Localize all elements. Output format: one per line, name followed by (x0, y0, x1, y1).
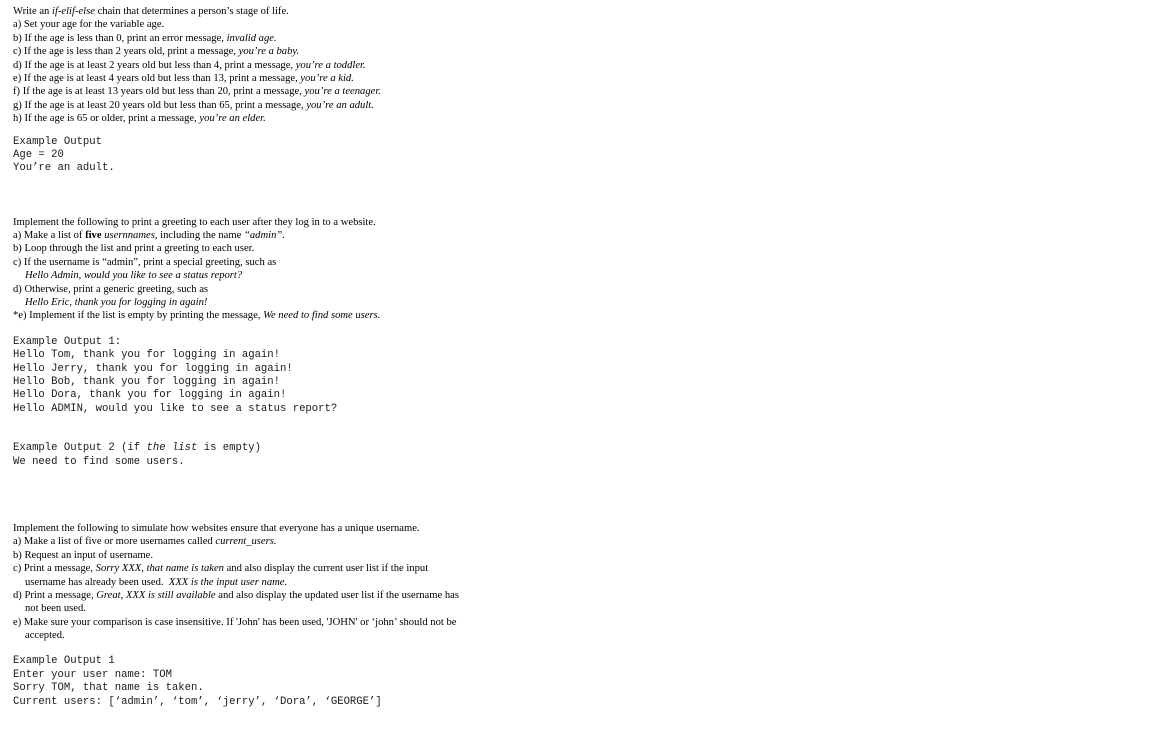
example-output-title: Example Output 1 (13, 655, 115, 668)
instruction-item-continued: username has already been used. XXX is the input user name. (25, 576, 288, 588)
example-output-line: Sorry TOM, that name is taken. (13, 682, 204, 695)
instruction-item: *e) Implement if the list is empty by printing the message, We need to find some users. (13, 310, 381, 322)
instruction-item-continued: not been used. (25, 603, 86, 615)
document-page (13, 5, 1133, 709)
example-output-line: Hello ADMIN, would you like to see a status report? (13, 402, 338, 415)
instruction-item: d) If the age is at least 2 years old but less than 4, print a message, you’re a toddler. (13, 59, 366, 71)
example-output-line: Enter your user name: TOM (13, 668, 172, 681)
instruction-item-continued: accepted. (25, 630, 65, 642)
instruction-item: a) Set your age for the variable age. (13, 19, 165, 31)
example-output-line: Current users: [‘admin’, ‘tom’, ‘jerry’, ‘Dora’, ‘GEORGE’] (13, 695, 382, 708)
instruction-intro: Implement the following to simulate how websites ensure that everyone has a unique username. (13, 522, 420, 534)
instruction-item: c) If the age is less than 2 years old, print a message, you’re a baby. (13, 46, 300, 58)
instruction-item: a) Make a list of five or more usernames called current_users. (13, 536, 277, 548)
example-output-line: Hello Jerry, thank you for logging in again! (13, 362, 293, 375)
example-output-title: Example Output 2 (if the list is empty) (13, 442, 261, 455)
section-unique-username (13, 522, 1133, 709)
instruction-intro: Implement the following to print a greeting to each user after they log in to a website. (13, 216, 376, 228)
instruction-item: e) Make sure your comparison is case insensitive. If 'John' has been used, 'JOHN' or ‘john’ should not be (13, 616, 457, 628)
example-output-line: Hello Bob, thank you for logging in again! (13, 375, 281, 388)
instruction-item: h) If the age is 65 or older, print a message, you’re an elder. (13, 113, 266, 125)
section-if-elif-else (13, 5, 1133, 176)
instruction-item: b) Loop through the list and print a greeting to each user. (13, 243, 255, 255)
instruction-item: c) Print a message, Sorry XXX, that name is taken and also display the current user list if the input (13, 563, 429, 575)
instruction-item: d) Print a message, Great, XXX is still available and also display the updated user list if the username has (13, 589, 459, 601)
instruction-example: Hello Admin, would you like to see a status report? (25, 270, 243, 282)
instruction-item: b) If the age is less than 0, print an error message, invalid age. (13, 32, 277, 44)
instruction-item: g) If the age is at least 20 years old but less than 65, print a message, you’re an adult. (13, 99, 374, 111)
section-greeting-users (13, 216, 1133, 469)
instruction-item: b) Request an input of username. (13, 549, 154, 561)
instruction-item: e) If the age is at least 4 years old but less than 13, print a message, you’re a kid. (13, 72, 354, 84)
example-output-line: Hello Tom, thank you for logging in again! (13, 349, 281, 362)
instruction-item: d) Otherwise, print a generic greeting, such as (13, 283, 209, 295)
instruction-example: Hello Eric, thank you for logging in again! (25, 297, 208, 309)
instruction-item: f) If the age is at least 13 years old but less than 20, print a message, you’re a teenager. (13, 86, 381, 98)
example-output-line: We need to find some users. (13, 455, 185, 468)
example-output-line: Hello Dora, thank you for logging in again! (13, 389, 287, 402)
instruction-item: c) If the username is “admin”, print a special greeting, such as (13, 256, 277, 268)
example-output-title: Example Output 1: (13, 335, 122, 348)
example-output-title: Example Output (13, 135, 103, 148)
example-output-line: You’re an adult. (13, 162, 115, 175)
instruction-intro: Write an if-elif-else chain that determines a person’s stage of life. (13, 6, 289, 17)
instruction-item: a) Make a list of five usernnames, including the name “admin”. (13, 230, 285, 242)
example-output-line: Age = 20 (13, 148, 64, 161)
